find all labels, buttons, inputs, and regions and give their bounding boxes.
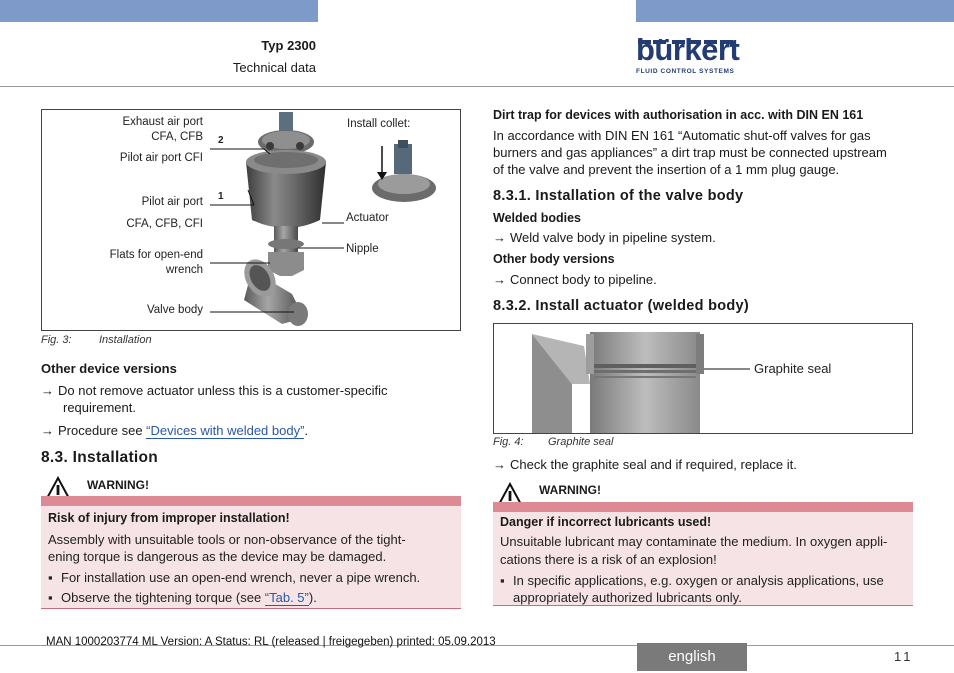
language-tab[interactable]: english [637, 643, 747, 671]
callout-2: 2 [218, 135, 224, 146]
fig3-caption-number: Fig. 3: [41, 334, 72, 346]
dirt-trap-line-3: of the valve and prevent the insertion of a 1 mm plug gauge. [493, 162, 840, 177]
fig3-caption-text: Installation [99, 334, 152, 346]
warning-title: Risk of injury from improper installation! [48, 511, 290, 525]
graphite-seal-illustration [494, 324, 913, 434]
other-body-heading: Other body versions [493, 252, 615, 266]
label-flats: Flats for open-end [109, 249, 203, 261]
label-flats-wrench: wrench [165, 264, 203, 276]
warning-title: Danger if incorrect lubricants used! [500, 515, 712, 529]
label-pilot-cfi: Pilot air port CFI [119, 152, 203, 164]
graphite-seal-label: Graphite seal [754, 361, 832, 376]
arrow-icon: → [41, 383, 54, 398]
section-installation-heading: 8.3. Installation [41, 449, 159, 466]
label-install-collet: Install collet: [347, 118, 411, 130]
burkert-logo [636, 32, 740, 78]
warning-box-lubricants [493, 512, 913, 606]
warning-text-line-1: Unsuitable lubricant may contaminate the medium. In oxygen appli- [500, 534, 888, 549]
welded-bodies-heading: Welded bodies [493, 211, 581, 225]
other-body-step: → Connect body to pipeline. [493, 272, 657, 287]
valve-illustration [42, 110, 462, 332]
footer-doc-info: MAN 1000203774 ML Version: A Status: RL (released | freigegeben) printed: 05.09.2013 [46, 636, 496, 648]
logo-tagline: FLUID CONTROL SYSTEMS [636, 68, 735, 75]
label-pilot-port: Pilot air port [141, 196, 203, 208]
figure-installation [41, 109, 461, 331]
other-versions-item-1: → Do not remove actuator unless this is a customer-specific requirement. [41, 383, 388, 415]
arrow-icon: → [493, 457, 506, 472]
label-nipple: Nipple [346, 243, 379, 255]
arrow-icon: → [41, 423, 54, 438]
header-bar-right [636, 0, 954, 22]
warning-bullet-1: ▪ For installation use an open-end wrench, never a pipe wrench. [48, 570, 421, 585]
tab5-link[interactable]: “Tab. 5” [264, 590, 309, 605]
warning-bullet-1-cont: appropriately authorized lubricants only. [513, 590, 742, 605]
label-actuator: Actuator [346, 212, 389, 224]
warning-bullet-2: ▪ Observe the tightening torque (see “Tab. 5”). [48, 590, 317, 605]
warning-text-line-2: ening torque is dangerous as the device may be damaged. [48, 549, 387, 564]
warning-label: WARNING! [539, 483, 601, 497]
header-divider [0, 86, 954, 87]
section-832-heading: 8.3.2. Install actuator (welded body) [493, 298, 750, 314]
label-pilot-port-types: CFA, CFB, CFI [126, 218, 203, 230]
arrow-icon: → [493, 272, 506, 287]
dirt-trap-line-2: burners and gas appliances” a dirt trap must be connected upstream [493, 145, 887, 160]
label-exhaust-port: Exhaust air port [122, 116, 203, 128]
doc-subtitle: Technical data [232, 60, 316, 75]
label-valve-body: Valve body [146, 304, 203, 316]
header-bar-left [0, 0, 318, 22]
fig4-caption-number: Fig. 4: [493, 436, 524, 448]
section-831-heading: 8.3.1. Installation of the valve body [493, 188, 744, 204]
arrow-icon: → [493, 230, 506, 245]
warning-box-installation [41, 506, 461, 609]
doc-title: Typ 2300 [261, 38, 316, 53]
welded-body-link[interactable]: “Devices with welded body” [146, 423, 305, 438]
warning-bullet-1: ▪ In specific applications, e.g. oxygen or analysis applications, use [500, 573, 884, 588]
warning-text-line-2: cations there is a risk of an explosion! [500, 552, 717, 567]
logo-wordmark: bürkert [636, 32, 740, 67]
warning-text-line-1: Assembly with unsuitable tools or non-observance of the tight- [48, 532, 406, 547]
label-exhaust-port-types: CFA, CFB [151, 131, 203, 143]
figure-graphite-seal [493, 323, 913, 434]
warning-label: WARNING! [87, 478, 149, 492]
warning-bar [493, 502, 913, 512]
dirt-trap-line-1: In accordance with DIN EN 161 “Automatic shut-off valves for gas [493, 128, 871, 143]
welded-bodies-step: → Weld valve body in pipeline system. [493, 230, 716, 245]
page-number: 11 [894, 649, 914, 664]
other-versions-heading: Other device versions [41, 361, 177, 376]
warning-bar [41, 496, 461, 506]
other-versions-item-2: → Procedure see “Devices with welded body”. [41, 423, 309, 438]
dirt-trap-heading: Dirt trap for devices with authorisation in acc. with DIN EN 161 [493, 108, 864, 122]
check-seal-step: → Check the graphite seal and if required, replace it. [493, 457, 797, 472]
callout-1: 1 [218, 191, 224, 202]
fig4-caption-text: Graphite seal [548, 436, 614, 448]
